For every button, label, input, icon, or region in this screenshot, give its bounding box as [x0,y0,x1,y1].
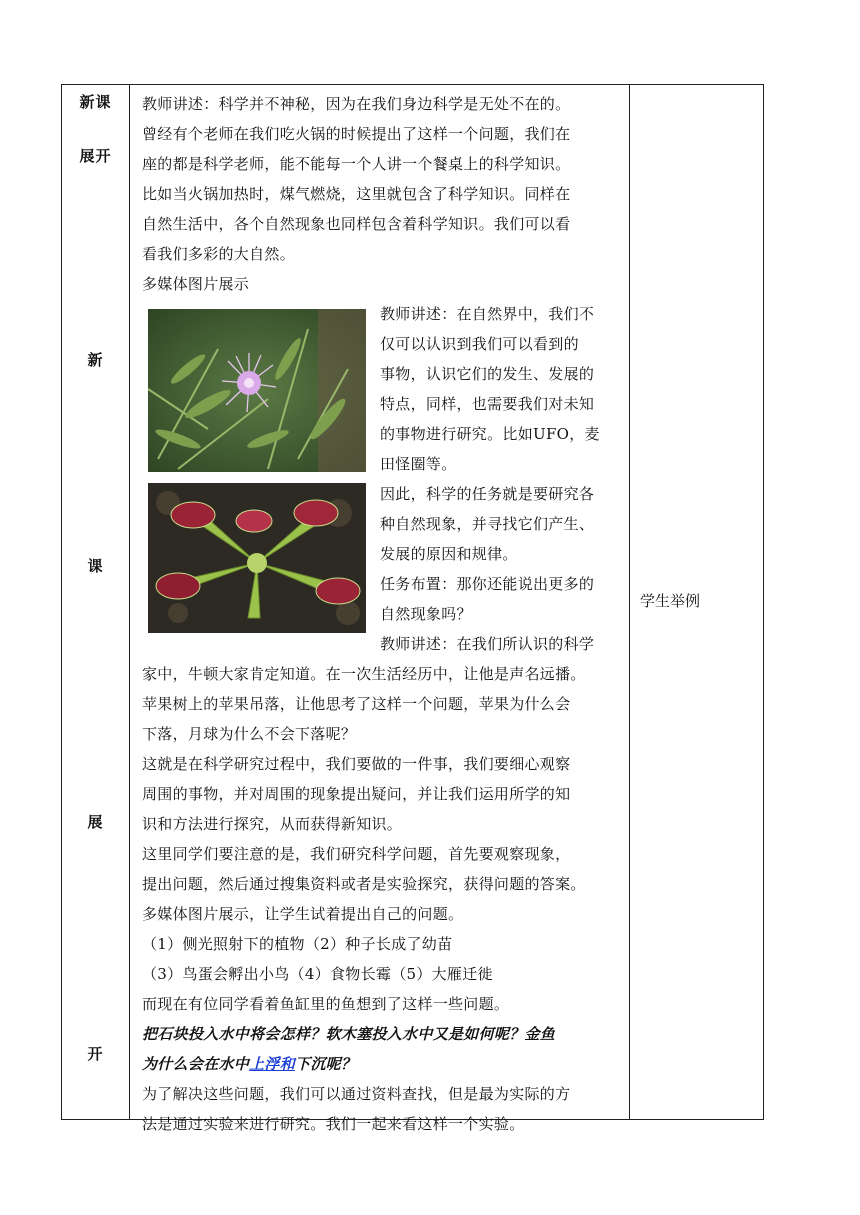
side-line: 事物，认识它们的发生、发展的 [380,365,595,383]
paragraph-line: 苹果树上的苹果吊落，让他思考了这样一个问题，苹果为什么会 [142,695,571,713]
paragraph-line: 教师讲述：科学并不神秘，因为在我们身边科学是无处不在的。 [142,95,571,113]
side-line: 任务布置：那你还能说出更多的 [380,575,595,593]
student-examples-note: 学生举例 [640,592,701,610]
paragraph-line: 自然生活中，各个自然现象也同样包含着科学知识。我们可以看 [142,215,571,233]
section-char-kai: 开 [87,1045,104,1063]
paragraph-line: 家中，牛顿大家肯定知道。在一次生活经历中，让他是声名远播。 [142,665,586,683]
emph-text-a: 为什么会在水中 [142,1055,250,1073]
side-text [380,299,624,659]
paragraph-line: 这里同学们要注意的是，我们研究科学问题，首先要观察现象， [142,845,571,863]
paragraph-line: 而现在有位同学看着鱼缸里的鱼想到了这样一些问题。 [142,995,510,1013]
section-title-line1: 新课 [79,93,112,111]
paragraph-line: 多媒体图片展示，让学生试着提出自己的问题。 [142,905,464,923]
emphasized-question: 把石块投入水中将会怎样？软木塞投入水中又是如何呢？金鱼 [142,1025,556,1043]
side-line: 的事物进行研究。比如UFO，麦 [380,425,600,443]
paragraph-line: 下落，月球为什么不会下落呢？ [142,725,357,743]
side-line: 教师讲述：在自然界中，我们不 [380,305,595,323]
column-divider-left [129,85,130,1119]
section-char-zhan: 展 [87,813,104,831]
emph-text-b: 下沉呢？ [295,1055,357,1073]
paragraph-line: 座的都是科学老师，能不能每一个人讲一个餐桌上的科学知识。 [142,155,571,173]
column-divider-right [629,85,630,1119]
emphasized-question-2 [142,1049,624,1079]
media-caption: 多媒体图片展示 [142,275,250,293]
side-line: 仅可以认识到我们可以看到的 [380,335,579,353]
side-line: 因此，科学的任务就是要研究各 [380,485,595,503]
side-line: 特点，同样，也需要我们对未知 [380,395,595,413]
hyperlink-text[interactable]: 上浮和 [249,1055,296,1073]
paragraph-line: 看我们多彩的大自然。 [142,245,296,263]
section-title-line2: 展开 [79,147,112,165]
paragraph-line: （1）侧光照射下的植物（2）种子长成了幼苗 [142,935,453,953]
paragraph-line: 这就是在科学研究过程中，我们要做的一件事，我们要细心观察 [142,755,571,773]
paragraph-line: 识和方法进行探究，从而获得新知识。 [142,815,403,833]
paragraph-line: （3）鸟蛋会孵出小鸟（4）食物长霉（5）大雁迁徙 [142,965,493,983]
paragraph-line: 曾经有个老师在我们吃火锅的时候提出了这样一个问题，我们在 [142,125,571,143]
section-char-ke: 课 [87,557,104,575]
side-line: 教师讲述：在我们所认识的科学 [380,635,595,653]
side-line: 发展的原因和规律。 [380,545,518,563]
paragraph-line: 周围的事物，并对周围的现象提出疑问，并让我们运用所学的知 [142,785,571,803]
paragraph-line: 法是通过实验来进行研究。我们一起来看这样一个实验。 [142,1115,525,1133]
side-line: 田怪圈等。 [380,455,457,473]
paragraph-line: 为了解决这些问题，我们可以通过资料查找，但是最为实际的方 [142,1085,571,1103]
section-char-xin: 新 [87,351,104,369]
venus-flytrap-photo [148,483,366,633]
paragraph-line: 比如当火锅加热时，煤气燃烧，这里就包含了科学知识。同样在 [142,185,571,203]
side-line: 种自然现象，并寻找它们产生、 [380,515,595,533]
paragraph-line: 提出问题，然后通过搜集资料或者是实验探究，获得问题的答案。 [142,875,586,893]
mimosa-flower-photo [148,309,366,472]
lesson-table [61,84,764,1133]
side-line: 自然现象吗？ [380,605,472,623]
